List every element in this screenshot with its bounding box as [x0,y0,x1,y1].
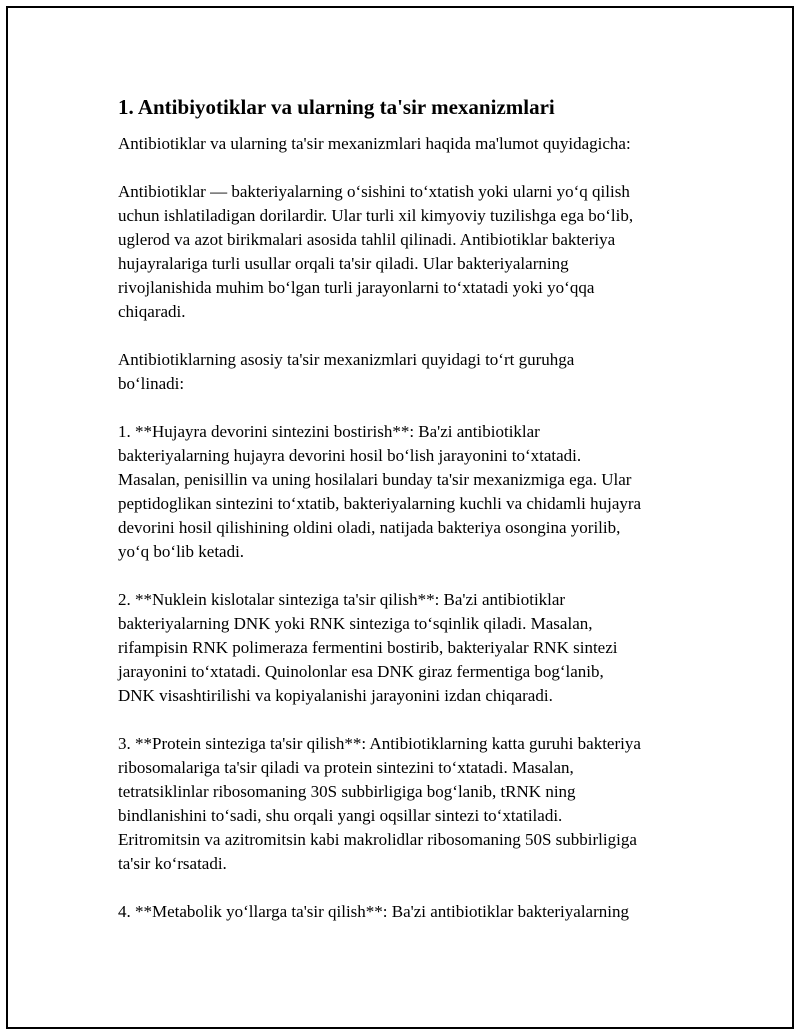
paragraph-item-4 [118,900,698,924]
text-line: devorini hosil qilishining oldini oladi, natijada bakteriya osongina yorilib, [118,518,621,537]
paragraph-item-2 [118,588,698,708]
paragraph-intro [118,132,698,156]
text-line: 2. **Nuklein kislotalar sinteziga ta'sir qilish**: Ba'zi antibiotiklar [118,590,566,609]
text-line: rivojlanishida muhim bo‘lgan turli jarayonlarni to‘xtatadi yoki yo‘qqa [118,278,595,297]
document-body [118,92,698,924]
text-line: ta'sir ko‘rsatadi. [118,854,227,873]
text-line: tetratsiklinlar ribosomaning 30S subbirligiga bog‘lanib, tRNK ning [118,782,576,801]
text-line: bakteriyalarning DNK yoki RNK sinteziga to‘sqinlik qiladi. Masalan, [118,614,593,633]
text-line: chiqaradi. [118,302,186,321]
text-line: Eritromitsin va azitromitsin kabi makrolidlar ribosomaning 50S subbirligiga [118,830,637,849]
text-line: hujayralariga turli usullar orqali ta'sir qiladi. Ular bakteriyalarning [118,254,569,273]
paragraph-definition [118,180,698,324]
text-line: Antibiotiklar — bakteriyalarning o‘sishini to‘xtatish yoki ularni yo‘q qilish [118,182,630,201]
text-line: rifampisin RNK polimeraza fermentini bostirib, bakteriyalar RNK sintezi [118,638,618,657]
text-line: 4. **Metabolik yo‘llarga ta'sir qilish**: Ba'zi antibiotiklar bakteriyalarning [118,902,629,921]
text-line: 1. **Hujayra devorini sintezini bostirish**: Ba'zi antibiotiklar [118,422,540,441]
text-line: Antibiotiklar va ularning ta'sir mexanizmlari haqida ma'lumot quyidagicha: [118,134,631,153]
paragraph-mechanisms-intro [118,348,698,396]
document-heading: 1. Antibiyotiklar va ularning ta'sir mexanizmlari [118,95,555,119]
text-line: DNK visashtirilishi va kopiyalanishi jarayonini izdan chiqaradi. [118,686,553,705]
text-line: yo‘q bo‘lib ketadi. [118,542,245,561]
paragraph-item-3 [118,732,698,876]
text-line: bindlanishini to‘sadi, shu orqali yangi oqsillar sintezi to‘xtatiladi. [118,806,563,825]
text-line: uchun ishlatiladigan dorilardir. Ular turli xil kimyoviy tuzilishga ega bo‘lib, [118,206,634,225]
text-line: bo‘linadi: [118,374,185,393]
text-line: uglerod va azot birikmalari asosida tahlil qilinadi. Antibiotiklar bakteriya [118,230,616,249]
text-line: jarayonini to‘xtatadi. Quinolonlar esa DNK giraz fermentiga bog‘lanib, [118,662,604,681]
text-line: ribosomalariga ta'sir qiladi va protein sintezini to‘xtatadi. Masalan, [118,758,574,777]
text-line: peptidoglikan sintezini to‘xtatib, bakteriyalarning kuchli va chidamli hujayra [118,494,642,513]
paragraph-item-1 [118,420,698,564]
text-line: 3. **Protein sinteziga ta'sir qilish**: Antibiotiklarning katta guruhi bakteriya [118,734,641,753]
text-line: Antibiotiklarning asosiy ta'sir mexanizmlari quyidagi to‘rt guruhga [118,350,575,369]
text-line: bakteriyalarning hujayra devorini hosil bo‘lish jarayonini to‘xtatadi. [118,446,582,465]
text-line: Masalan, penisillin va uning hosilalari bunday ta'sir mexanizmiga ega. Ular [118,470,632,489]
